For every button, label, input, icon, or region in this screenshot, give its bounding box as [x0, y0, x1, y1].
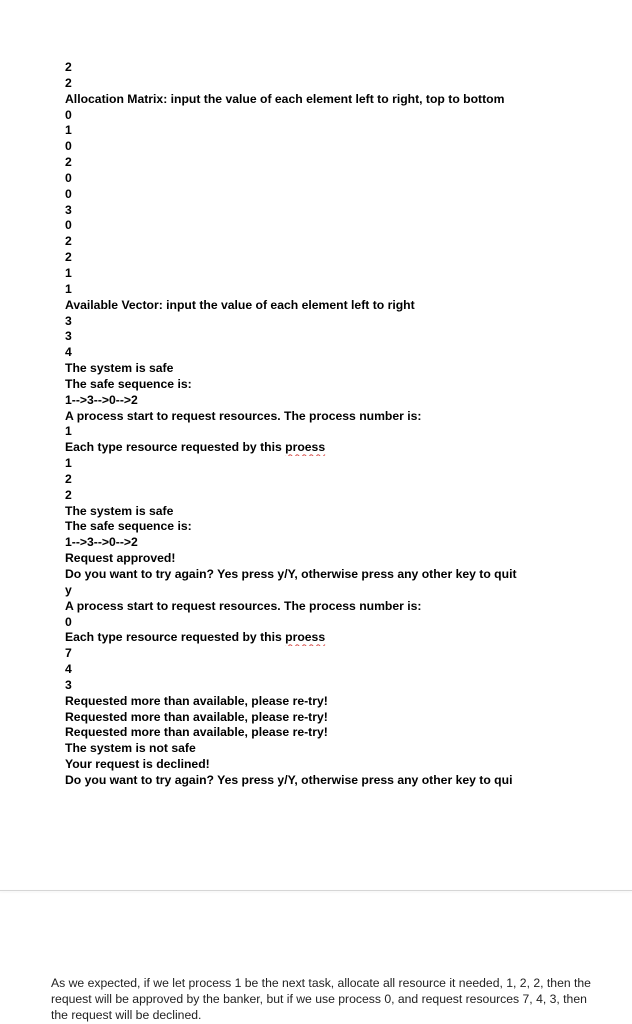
console-line-text: Allocation Matrix: input the value of each element left to right, top to bottom	[65, 91, 505, 106]
console-line-text: Your request is declined!	[65, 757, 210, 772]
console-line	[65, 314, 625, 330]
console-line-text: 0	[65, 186, 72, 201]
console-line	[65, 535, 625, 551]
console-output	[65, 60, 625, 789]
console-line	[65, 393, 625, 409]
console-line-text: 1	[65, 265, 72, 280]
console-line	[65, 218, 625, 234]
console-line-text: Do you want to try again? Yes press y/Y, otherwise press any other key to qui	[65, 772, 513, 787]
console-line-text: 1	[65, 456, 72, 471]
console-line-text: 3	[65, 313, 72, 328]
console-line-text: 4	[65, 662, 72, 677]
console-line	[65, 409, 625, 425]
console-line	[65, 345, 625, 361]
console-line	[65, 203, 625, 219]
console-line	[65, 630, 625, 646]
console-line-text: 2	[65, 60, 72, 74]
spellcheck-flagged-word: proess	[285, 630, 326, 645]
console-line	[65, 60, 625, 76]
console-line	[65, 171, 625, 187]
console-line-text: 3	[65, 329, 72, 344]
console-line-text: 0	[65, 170, 72, 185]
console-line-text: 0	[65, 218, 72, 233]
console-line-text: Each type resource requested by this	[65, 630, 286, 645]
spellcheck-flagged-word: proess	[285, 440, 326, 455]
console-line-text: 1-->3-->0-->2	[65, 392, 138, 407]
console-line-text: 1-->3-->0-->2	[65, 535, 138, 550]
console-line-text: The safe sequence is:	[65, 376, 192, 391]
console-line	[65, 472, 625, 488]
console-line-text: 3	[65, 202, 72, 217]
console-line-text: 1	[65, 123, 72, 138]
console-line-text: Do you want to try again? Yes press y/Y, otherwise press any other key to quit	[65, 567, 517, 581]
console-line-text: Each type resource requested by this	[65, 440, 286, 455]
console-line	[65, 76, 625, 92]
console-line	[65, 123, 625, 139]
console-line	[65, 155, 625, 171]
console-line	[65, 187, 625, 203]
console-line-text: 1	[65, 281, 72, 296]
console-line	[65, 504, 625, 520]
console-line-text: The safe sequence is:	[65, 519, 192, 534]
console-line	[65, 757, 625, 773]
console-line-text: 0	[65, 107, 72, 122]
console-line-text: 4	[65, 345, 72, 360]
console-line	[65, 646, 625, 662]
console-line-text: A process start to request resources. The process number is:	[65, 598, 422, 613]
console-line-text: 2	[65, 155, 72, 170]
console-line	[65, 551, 625, 567]
console-line-text: y	[65, 582, 72, 597]
console-line-text: 7	[65, 646, 72, 661]
console-line-text: The system is not safe	[65, 741, 196, 756]
console-line	[65, 741, 625, 757]
console-line	[65, 725, 625, 741]
console-line-text: Available Vector: input the value of each element left to right	[65, 297, 415, 312]
console-line	[65, 662, 625, 678]
console-line	[65, 456, 625, 472]
console-line	[65, 108, 625, 124]
console-line-text: 2	[65, 471, 72, 486]
console-line	[65, 678, 625, 694]
console-line-text: Requested more than available, please re-try!	[65, 725, 328, 740]
console-line-text: The system is safe	[65, 361, 174, 376]
console-line	[65, 710, 625, 726]
console-line	[65, 519, 625, 535]
caption-paragraph: As we expected, if we let process 1 be the next task, allocate all resource it needed, 1, 2, 2, then the request will be approved by the banker, but if we use process 0, and request resources 7, 4, 3, then the request will be declined.	[51, 976, 591, 1022]
console-line	[65, 298, 625, 314]
console-line	[65, 329, 625, 345]
console-line-text: Requested more than available, please re-try!	[65, 693, 328, 708]
page-divider	[0, 890, 632, 891]
console-line	[65, 92, 625, 108]
console-line-text: Request approved!	[65, 551, 176, 566]
console-line-text: 0	[65, 614, 72, 629]
console-line	[65, 377, 625, 393]
console-line	[65, 567, 625, 583]
console-line-text: Requested more than available, please re-try!	[65, 709, 328, 724]
console-line	[65, 361, 625, 377]
console-line	[65, 250, 625, 266]
console-line	[65, 773, 625, 789]
console-line	[65, 440, 625, 456]
console-line-text: 2	[65, 250, 72, 265]
console-line-text: 0	[65, 139, 72, 154]
console-line	[65, 282, 625, 298]
console-line	[65, 234, 625, 250]
console-line-text: 3	[65, 677, 72, 692]
console-line	[65, 139, 625, 155]
console-line	[65, 266, 625, 282]
console-line	[65, 599, 625, 615]
console-line	[65, 424, 625, 440]
console-line-text: The system is safe	[65, 503, 174, 518]
console-line-text: 2	[65, 75, 72, 90]
console-line-text: 2	[65, 234, 72, 249]
console-line-text: 2	[65, 487, 72, 502]
console-line-text: A process start to request resources. The process number is:	[65, 408, 422, 423]
console-line	[65, 488, 625, 504]
console-line-text: 1	[65, 424, 72, 439]
console-line	[65, 694, 625, 710]
console-line	[65, 583, 625, 599]
console-line	[65, 615, 625, 631]
